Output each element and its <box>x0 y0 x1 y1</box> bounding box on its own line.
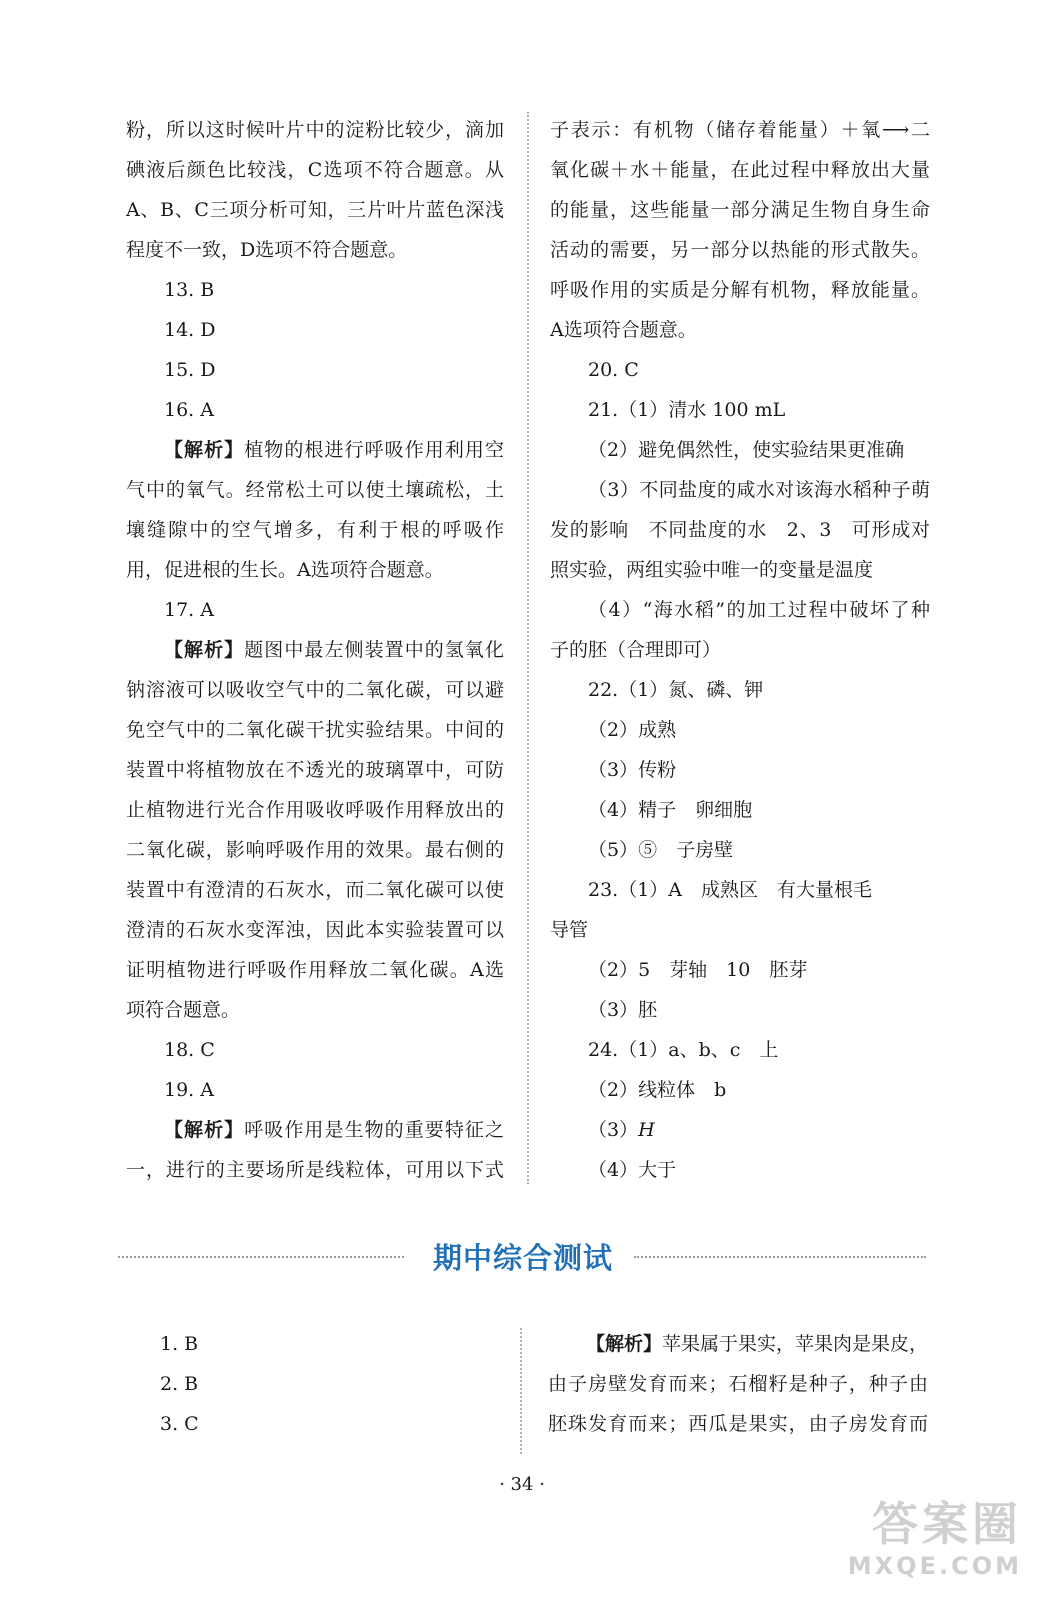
text-line <box>126 390 504 430</box>
text-line <box>126 150 504 190</box>
text-line <box>550 590 930 630</box>
line-text: （5）⑤ 子房壁 <box>588 839 734 861</box>
section-title: 期中综合测试 <box>432 1241 613 1275</box>
line-text: 苹果属于果实，苹果肉是果皮， <box>662 1333 928 1355</box>
text-line <box>550 1150 930 1190</box>
line-text: （3）传粉 <box>588 759 677 781</box>
line-text: （2）成熟 <box>588 719 677 741</box>
line-text: 照实验，两组实验中唯一的变量是温度 <box>550 559 874 581</box>
text-line <box>550 910 930 950</box>
text-line <box>550 470 930 510</box>
text-line <box>126 190 504 230</box>
text-line <box>126 470 504 510</box>
text-line <box>550 310 930 350</box>
line-text: 钠溶液可以吸收空气中的二氧化碳，可以避 <box>126 679 504 701</box>
text-line <box>126 1150 504 1190</box>
text-line <box>126 990 504 1030</box>
column-divider-top <box>527 112 529 1184</box>
line-text: （4）“海水稻”的加工过程中破坏了种 <box>588 599 930 621</box>
text-line <box>550 1070 930 1110</box>
line-text: 呼吸作用的实质是分解有机物，释放能量。 <box>550 279 930 301</box>
text-line <box>126 350 504 390</box>
line-text: 19. A <box>164 1079 214 1101</box>
page-number: · 34 · <box>499 1474 545 1495</box>
line-text: 活动的需要，另一部分以热能的形式散失。 <box>550 239 930 261</box>
text-line <box>550 150 930 190</box>
line-text: 一，进行的主要场所是线粒体，可用以下式 <box>126 1159 504 1181</box>
text-line <box>126 590 504 630</box>
line-text: 3. C <box>160 1413 199 1435</box>
line-text: 呼吸作用是生物的重要特征之 <box>244 1119 504 1141</box>
text-line <box>550 670 930 710</box>
text-line <box>160 1324 460 1364</box>
text-line <box>548 1364 928 1404</box>
line-text: 由子房壁发育而来；石榴籽是种子，种子由 <box>548 1373 928 1395</box>
section-dots-right <box>634 1256 926 1258</box>
line-text: A、B、C三项分析可知，三片叶片蓝色深浅 <box>126 199 504 221</box>
watermark-line2: MXQE.COM <box>847 1552 1022 1580</box>
text-line <box>126 1110 504 1150</box>
line-text: 植物的根进行呼吸作用利用空 <box>244 439 504 461</box>
text-line <box>126 630 504 670</box>
text-line <box>126 950 504 990</box>
line-text: 装置中将植物放在不透光的玻璃罩中，可防 <box>126 759 504 781</box>
text-line <box>550 1030 930 1070</box>
line-text: 题图中最左侧装置中的氢氧化 <box>244 639 504 661</box>
line-text: （3）胚 <box>588 999 658 1021</box>
right-column <box>550 110 930 1190</box>
text-line <box>550 110 930 150</box>
line-text: 澄清的石灰水变浑浊，因此本实验装置可以 <box>126 919 504 941</box>
line-text: 导管 <box>550 919 589 941</box>
line-text: 项符合题意。 <box>126 999 241 1021</box>
line-text: 13. B <box>164 279 215 301</box>
analysis-keyword: 【解析】 <box>164 439 245 461</box>
line-text: （2）5 芽轴 10 胚芽 <box>588 959 808 981</box>
text-line <box>550 870 930 910</box>
line-text: 14. D <box>164 319 216 341</box>
line-text: A选项符合题意。 <box>550 319 697 341</box>
line-text: （4）大于 <box>588 1159 677 1181</box>
line-text: 止植物进行光合作用吸收呼吸作用释放出的 <box>126 799 504 821</box>
text-line <box>550 230 930 270</box>
line-text: 程度不一致，D选项不符合题意。 <box>126 239 408 261</box>
line-text: 22.（1）氮、磷、钾 <box>588 679 764 701</box>
text-line <box>550 830 930 870</box>
line-text: （4）精子 卵细胞 <box>588 799 753 821</box>
line-text: 用，促进根的生长。A选项符合题意。 <box>126 559 444 581</box>
left-column <box>126 110 504 1190</box>
text-line <box>550 790 930 830</box>
text-line <box>126 510 504 550</box>
text-line <box>550 990 930 1030</box>
text-line <box>126 270 504 310</box>
text-line <box>126 310 504 350</box>
line-text: 1. B <box>160 1333 199 1355</box>
text-line <box>550 750 930 790</box>
analysis-keyword: 【解析】 <box>164 639 245 661</box>
line-text: 发的影响 不同盐度的水 2、3 可形成对 <box>550 519 930 541</box>
text-line <box>126 790 504 830</box>
text-line <box>550 350 930 390</box>
line-text: 2. B <box>160 1373 199 1395</box>
text-line <box>550 630 930 670</box>
line-text: 18. C <box>164 1039 215 1061</box>
analysis-keyword: 【解析】 <box>164 1119 245 1141</box>
line-text: 的能量，这些能量一部分满足生物自身生命 <box>550 199 930 221</box>
column-divider-bottom <box>520 1328 522 1454</box>
line-text: 证明植物进行呼吸作用释放二氧化碳。A选 <box>126 959 504 981</box>
text-line <box>160 1404 460 1444</box>
text-line <box>548 1324 928 1364</box>
watermark-logo <box>822 1496 1022 1592</box>
section-dots-left <box>118 1256 404 1258</box>
text-line <box>550 190 930 230</box>
line-text: 碘液后颜色比较浅，C选项不符合题意。从 <box>126 159 504 181</box>
text-line <box>160 1364 460 1404</box>
text-line <box>126 750 504 790</box>
text-line <box>126 110 504 150</box>
line-text: 17. A <box>164 599 214 621</box>
section-header <box>118 1228 926 1284</box>
text-line <box>548 1404 928 1444</box>
line-text: 24.（1）a、b、c 上 <box>588 1039 779 1061</box>
italic-symbol: H <box>638 1119 655 1141</box>
text-line <box>126 910 504 950</box>
line-text: （3）不同盐度的咸水对该海水稻种子萌 <box>588 479 930 501</box>
watermark-line1: 答案圈 <box>872 1497 1022 1551</box>
bottom-right-column <box>548 1324 928 1444</box>
line-text: 壤缝隙中的空气增多，有利于根的呼吸作 <box>126 519 504 541</box>
text-line <box>126 1030 504 1070</box>
line-text: （2）避免偶然性，使实验结果更准确 <box>588 439 905 461</box>
line-text: 粉，所以这时候叶片中的淀粉比较少，滴加 <box>126 119 504 141</box>
line-text: 子的胚（合理即可） <box>550 639 722 661</box>
text-line <box>126 230 504 270</box>
line-text: 23.（1）A 成熟区 有大量根毛 <box>588 879 873 901</box>
text-line <box>126 670 504 710</box>
analysis-keyword: 【解析】 <box>586 1333 663 1355</box>
text-line <box>126 550 504 590</box>
line-text: 子表示：有机物（储存着能量）＋氧⟶二 <box>550 119 930 141</box>
text-line <box>126 1070 504 1110</box>
text-line <box>550 550 930 590</box>
line-text: 装置中有澄清的石灰水，而二氧化碳可以使 <box>126 879 504 901</box>
line-text: 20. C <box>588 359 639 381</box>
text-line <box>550 270 930 310</box>
line-text: （2）线粒体 b <box>588 1079 727 1101</box>
text-line <box>126 710 504 750</box>
text-line <box>126 430 504 470</box>
line-text: 免空气中的二氧化碳干扰实验结果。中间的 <box>126 719 504 741</box>
line-text: 氧化碳＋水＋能量，在此过程中释放出大量 <box>550 159 930 181</box>
text-line <box>550 390 930 430</box>
line-text: 气中的氧气。经常松土可以使土壤疏松，土 <box>126 479 504 501</box>
line-text: 二氧化碳，影响呼吸作用的效果。最右侧的 <box>126 839 504 861</box>
text-line <box>550 510 930 550</box>
text-line <box>550 710 930 750</box>
text-line <box>126 830 504 870</box>
line-text: 21.（1）清水 100 mL <box>588 399 786 421</box>
bottom-left-column <box>160 1324 460 1444</box>
line-text: 16. A <box>164 399 214 421</box>
line-text: 胚珠发育而来；西瓜是果实，由子房发育而 <box>548 1413 928 1435</box>
line-text: 15. D <box>164 359 216 381</box>
line-text: （3） <box>588 1119 639 1141</box>
text-line <box>126 870 504 910</box>
text-line <box>550 430 930 470</box>
text-line <box>550 950 930 990</box>
text-line <box>550 1110 930 1150</box>
